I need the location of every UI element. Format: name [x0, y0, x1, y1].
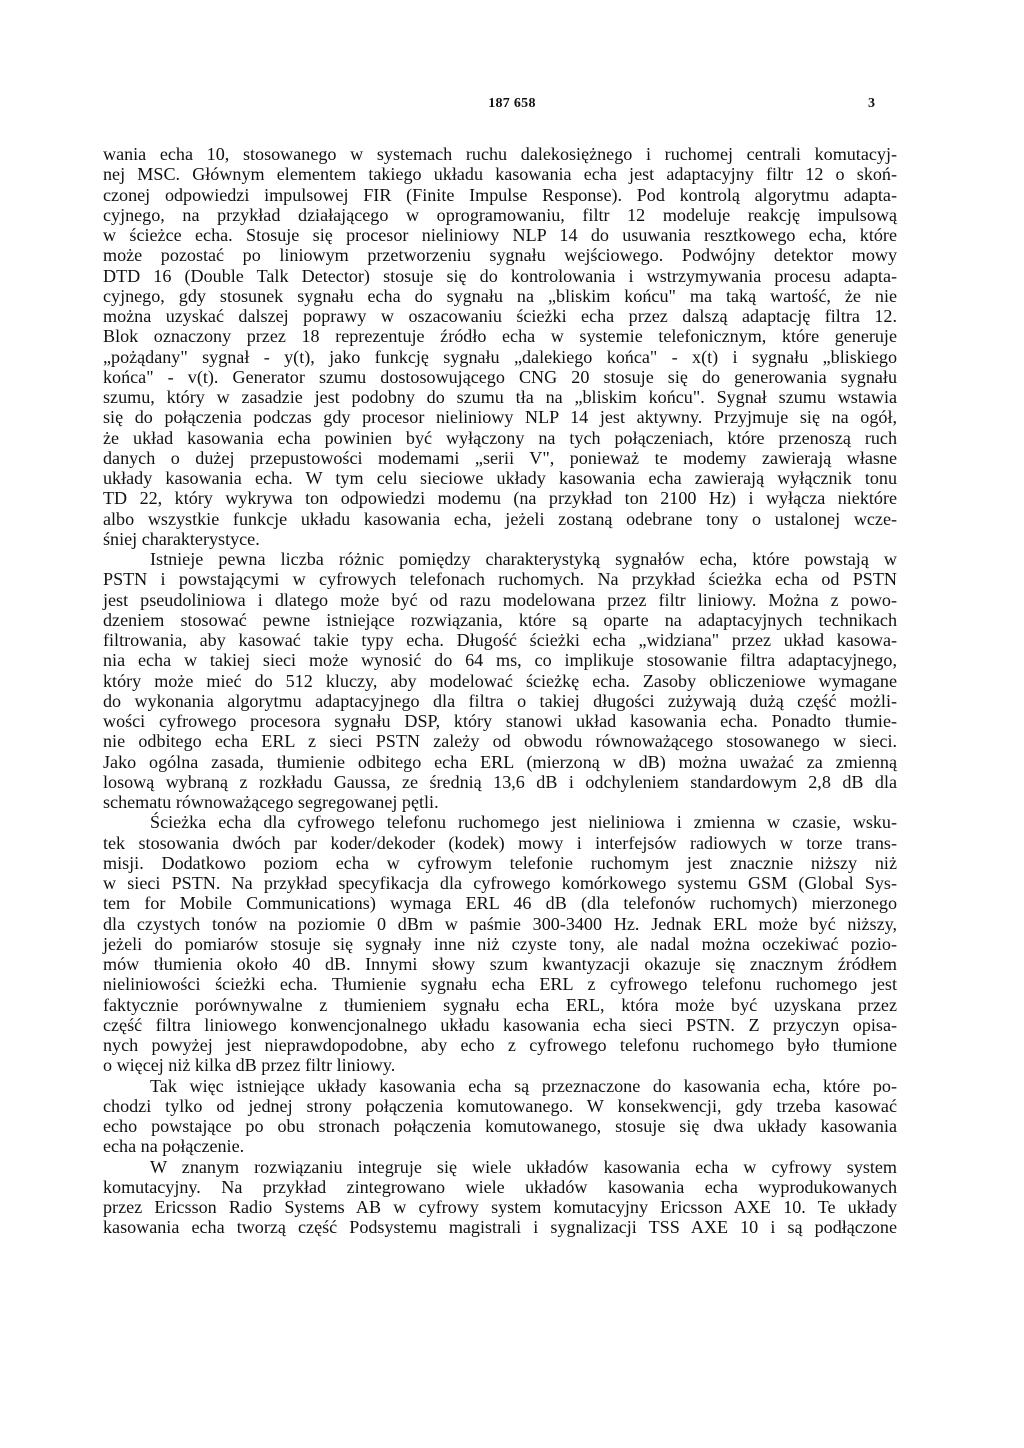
text-line: w ścieżce echa. Stosuje się procesor nieliniowy NLP 14 do usuwania resztkowego echa, które — [103, 225, 897, 245]
text-line: Blok oznaczony przez 18 reprezentuje źródło echa w systemie telefonicznym, które generuje — [103, 326, 897, 347]
text-line: komutacyjny. Na przykład zintegrowano wiele układów kasowania echa wyprodukowanych — [103, 1176, 897, 1197]
text-line: o więcej niż kilka dB przez filtr liniowy. — [103, 1055, 396, 1076]
text-line: DTD 16 (Double Talk Detector) stosuje się do kontrolowania i wstrzymywania procesu adapta- — [103, 265, 897, 286]
text-line: jeżeli do pomiarów stosuje się sygnały inne niż czyste tony, ale nadal można oczekiwać pozio- — [103, 933, 897, 954]
text-line: danych o dużej przepustowości modemami „serii V", ponieważ te modemy zawierają własne — [103, 447, 897, 468]
text-line: przez Ericsson Radio Systems AB w cyfrowy system komutacyjny Ericsson AXE 10. Te układy — [103, 1197, 897, 1217]
text-line: wania echa 10, stosowanego w systemach ruchu dalekosiężnego i ruchomej centrali komutacyj- — [103, 144, 897, 164]
text-line: czonej odpowiedzi impulsowej FIR (Finite Impulse Response). Pod kontrolą algorytmu adapta- — [103, 184, 897, 205]
text-line: może pozostać po liniowym przetworzeniu sygnału wejściowego. Podwójny detektor mowy — [103, 245, 897, 266]
text-line: nia echa w takiej sieci może wynosić do 64 ms, co implikuje stosowanie filtra adaptacyjnego, — [103, 650, 897, 671]
text-line: Jako ogólna zasada, tłumienie odbitego echa ERL (mierzoną w dB) można uważać za zmienną — [103, 751, 897, 772]
text-line: kasowania echa tworzą część Podsystemu magistrali i sygnalizacji TSS AXE 10 i są podłączone — [103, 1217, 897, 1238]
text-line: nych powyżej jest nieprawdopodobne, aby echo z cyfrowego telefonu ruchomego było tłumione — [103, 1035, 897, 1055]
text-line: albo wszystkie funkcje układu kasowania echa, jeżeli zostaną odebrane tony o ustalonej wcze- — [103, 508, 897, 529]
text-line: mów tłumienia około 40 dB. Innymi słowy szum kwantyzacji okazuje się znacznym źródłem — [103, 954, 897, 974]
text-line: chodzi tylko od jednej strony połączenia komutowanego. W konsekwencji, gdy trzeba kasować — [103, 1095, 897, 1116]
text-line: w sieci PSTN. Na przykład specyfikacja dla cyfrowego komórkowego systemu GSM (Global Sys- — [103, 873, 897, 893]
text-line: układy kasowania echa. W tym celu sieciowe układy kasowania echa zawierają wyłącznik tonu — [103, 468, 897, 488]
text-line: Istnieje pewna liczba różnic pomiędzy charakterystyką sygnałów echa, które powstają w — [150, 549, 897, 569]
text-line: schematu równoważącego segregowanej pętli. — [103, 792, 439, 812]
text-line: do wykonania algorytmu adaptacyjnego dla filtra o takiej długości zużywają dużą część możli- — [103, 690, 897, 711]
text-line: misji. Dodatkowo poziom echa w cyfrowym telefonie ruchomym jest znacznie niższy niż — [103, 852, 897, 873]
patent-number: 187 658 — [488, 96, 536, 111]
text-line: echo powstające po obu stronach połączenia komutowanego, stosuje się dwa układy kasowania — [103, 1116, 897, 1136]
text-line: który może mieć do 512 kluczy, aby modelować ścieżkę echa. Zasoby obliczeniowe wymagane — [103, 670, 897, 691]
text-line: jest pseudoliniowa i dlatego może być od razu modelowana przez filtr liniowy. Można z powo- — [103, 589, 897, 610]
text-line: dla czystych tonów na poziomie 0 dBm w paśmie 300-3400 Hz. Jednak ERL może być niższy, — [103, 913, 897, 934]
text-line: można uzyskać dalszej poprawy w oszacowaniu ścieżki echa przez dalszą adaptację filtra 12. — [103, 306, 897, 326]
page-number: 3 — [868, 96, 875, 111]
text-line: faktycznie porównywalne z tłumieniem sygnału echa ERL, która może być uzyskana przez — [103, 994, 897, 1015]
body-text — [103, 144, 897, 1238]
text-line: filtrowania, aby kasować takie typy echa. Długość ścieżki echa „widziana" przez układ kasowa- — [103, 630, 897, 650]
text-line: W znanym rozwiązaniu integruje się wiele układów kasowania echa w cyfrowy system — [150, 1156, 897, 1177]
text-line: się do połączenia podczas gdy procesor nieliniowy NLP 14 jest aktywny. Przyjmuje się na ogół, — [103, 407, 897, 428]
text-line: nie odbitego echa ERL z sieci PSTN zależy od obwodu równoważącego stosowanego w sieci. — [103, 731, 897, 752]
text-line: Tak więc istniejące układy kasowania echa są przeznaczone do kasowania echa, które po- — [150, 1075, 897, 1096]
text-line: Ścieżka echa dla cyfrowego telefonu ruchomego jest nieliniowa i zmienna w czasie, wsku- — [150, 812, 897, 833]
text-line: śniej charakterystyce. — [103, 528, 260, 549]
text-line: cyjnego, na przykład działającego w oprogramowaniu, filtr 12 modeluje reakcję impulsową — [103, 204, 897, 225]
text-line: dzeniem stosować pewne istniejące rozwiązania, które są oparte na adaptacyjnych technikach — [103, 609, 897, 630]
text-line: szumu, który w zasadzie jest podobny do szumu tła na „bliskim końcu". Sygnał szumu wstawia — [103, 387, 897, 407]
text-line: PSTN i powstającymi w cyfrowych telefonach ruchomych. Na przykład ścieżka echa od PSTN — [103, 569, 897, 590]
text-line: TD 22, który wykrywa ton odpowiedzi modemu (na przykład ton 2100 Hz) i wyłącza niektóre — [103, 488, 897, 509]
page-header — [0, 96, 1024, 116]
text-line: końca" - v(t). Generator szumu dostosowującego CNG 20 stosuje się do generowania sygnału — [103, 366, 897, 387]
text-line: część filtra liniowego konwencjonalnego układu kasowania echa sieci PSTN. Z przyczyn opisa- — [103, 1014, 897, 1035]
text-line: nej MSC. Głównym elementem takiego układu kasowania echa jest adaptacyjny filtr 12 o skoń- — [103, 164, 897, 185]
text-line: wości cyfrowego procesora sygnału DSP, który stanowi układ kasowania echa. Ponadto tłumie- — [103, 711, 897, 731]
text-line: że układ kasowania echa powinien być wyłączony na tych połączeniach, które przenoszą ruch — [103, 427, 897, 448]
text-line: tek stosowania dwóch par koder/dekoder (kodek) mowy i interfejsów radiowych w torze trans- — [103, 832, 897, 853]
text-line: losową wybraną z rozkładu Gaussa, ze średnią 13,6 dB i odchyleniem standardowym 2,8 dB dla — [103, 771, 897, 792]
text-line: tem for Mobile Communications) wymaga ERL 46 dB (dla telefonów ruchomych) mierzonego — [103, 893, 897, 914]
text-line: cyjnego, gdy stosunek sygnału echa do sygnału na „bliskim końcu" ma taką wartość, że nie — [103, 285, 897, 306]
text-line: „pożądany" sygnał - y(t), jako funkcję sygnału „dalekiego końca" - x(t) i sygnału „bliskiego — [103, 346, 897, 367]
text-line: nieliniowości ścieżki echa. Tłumienie sygnału echa ERL z cyfrowego telefonu ruchomego jest — [103, 974, 897, 995]
text-line: echa na połączenie. — [103, 1136, 245, 1157]
